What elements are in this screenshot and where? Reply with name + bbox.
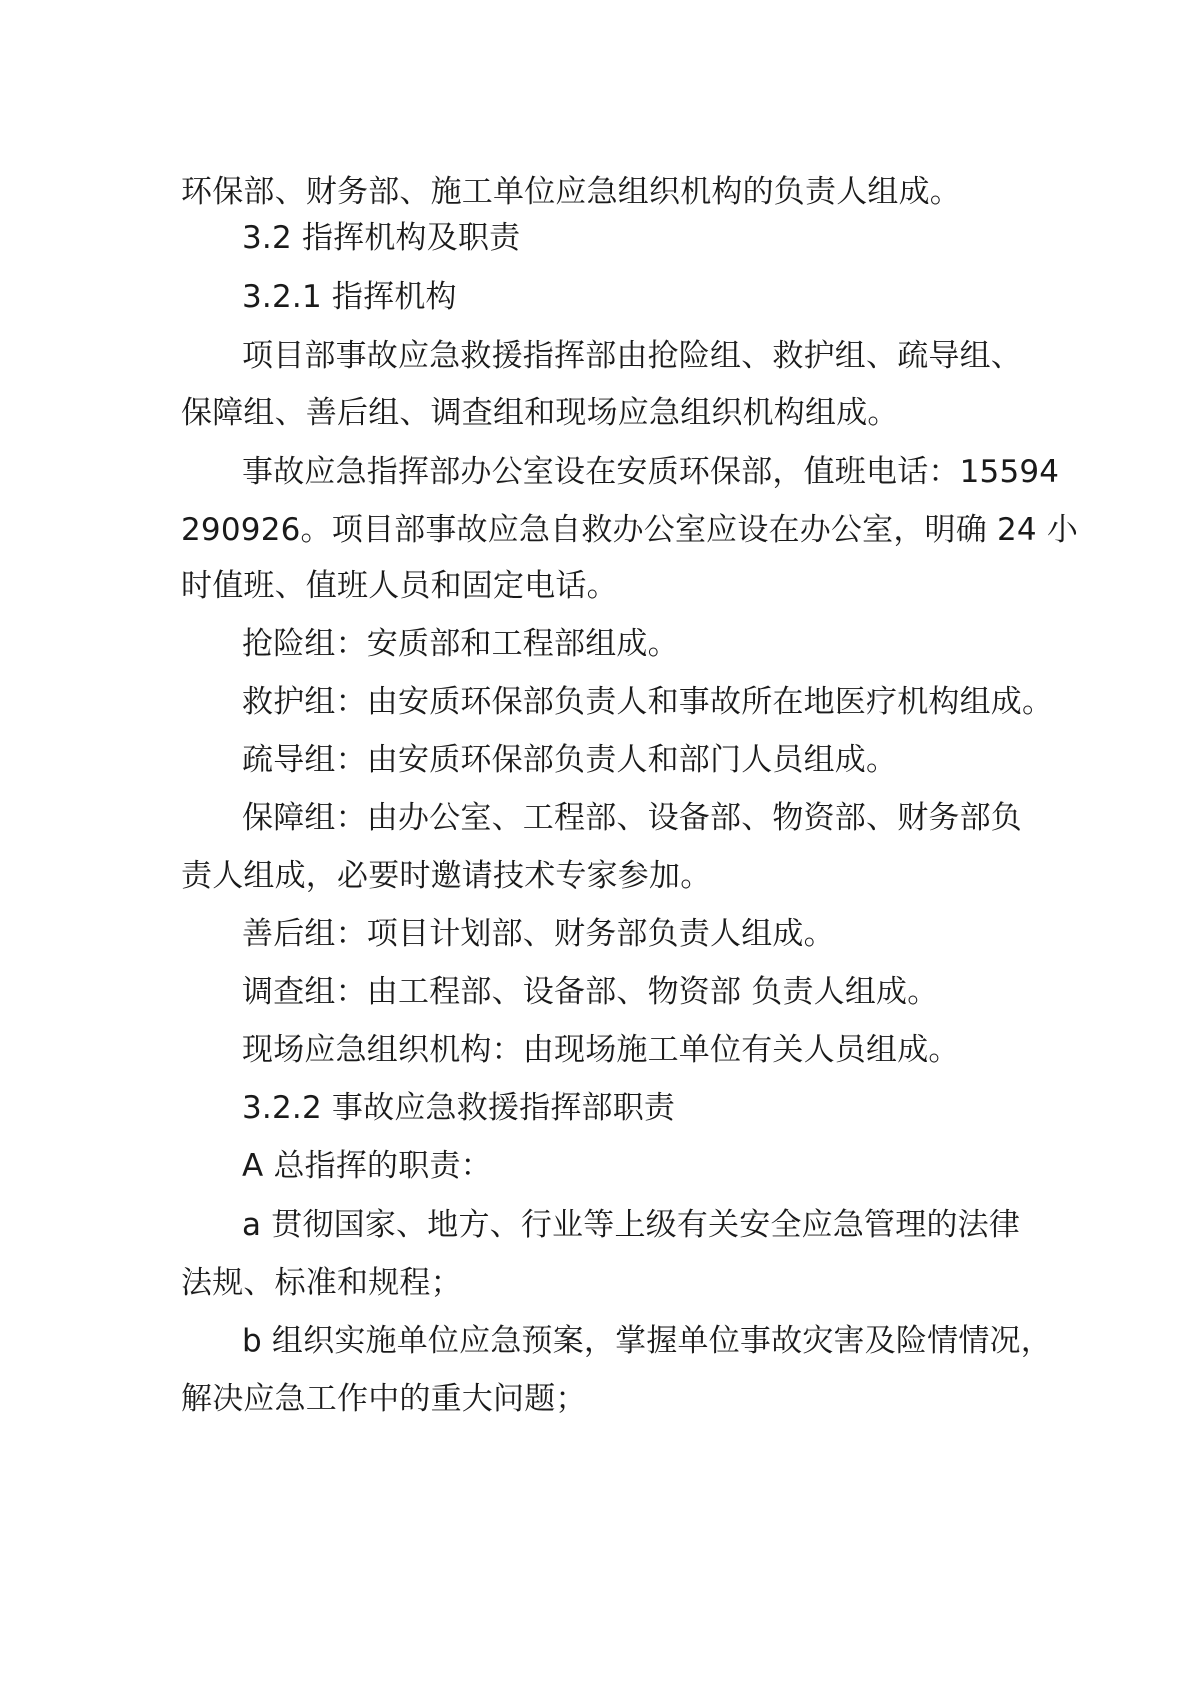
subsection-heading: 3.2.2 事故应急救援指挥部职责 bbox=[242, 1090, 676, 1126]
paragraph-line: 保障组、善后组、调查组和现场应急组织机构组成。 bbox=[181, 395, 899, 431]
paragraph-line: 现场应急组织机构：由现场施工单位有关人员组成。 bbox=[242, 1032, 960, 1068]
paragraph-line: A 总指挥的职责： bbox=[242, 1148, 492, 1184]
paragraph-line: 事故应急指挥部办公室设在安质环保部，值班电话：15594 bbox=[242, 454, 1060, 490]
paragraph-line: 救护组：由安质环保部负责人和事故所在地医疗机构组成。 bbox=[242, 684, 1054, 720]
section-heading: 3.2 指挥机构及职责 bbox=[242, 220, 521, 256]
paragraph-line: 项目部事故应急救援指挥部由抢险组、救护组、疏导组、 bbox=[242, 338, 1022, 374]
paragraph-line: 善后组：项目计划部、财务部负责人组成。 bbox=[242, 916, 835, 952]
subsection-heading: 3.2.1 指挥机构 bbox=[242, 279, 457, 315]
paragraph-line: 时值班、值班人员和固定电话。 bbox=[181, 568, 618, 604]
paragraph-line: 法规、标准和规程； bbox=[181, 1265, 462, 1301]
paragraph-line: 责人组成，必要时邀请技术专家参加。 bbox=[181, 858, 712, 894]
paragraph-line: b 组织实施单位应急预案，掌握单位事故灾害及险情情况， bbox=[242, 1323, 1052, 1359]
paragraph-line: 抢险组：安质部和工程部组成。 bbox=[242, 626, 679, 662]
paragraph-line: 290926。项目部事故应急自救办公室应设在办公室，明确 24 小 bbox=[181, 512, 1079, 548]
paragraph-line: 保障组：由办公室、工程部、设备部、物资部、财务部负 bbox=[242, 800, 1022, 836]
paragraph-line: 调查组：由工程部、设备部、物资部 负责人组成。 bbox=[242, 974, 939, 1010]
paragraph-line: 环保部、财务部、施工单位应急组织机构的负责人组成。 bbox=[181, 174, 961, 210]
paragraph-line: 解决应急工作中的重大问题； bbox=[181, 1381, 587, 1417]
paragraph-line: 疏导组：由安质环保部负责人和部门人员组成。 bbox=[242, 742, 898, 778]
paragraph-line: a 贯彻国家、地方、行业等上级有关安全应急管理的法律 bbox=[242, 1207, 1021, 1243]
